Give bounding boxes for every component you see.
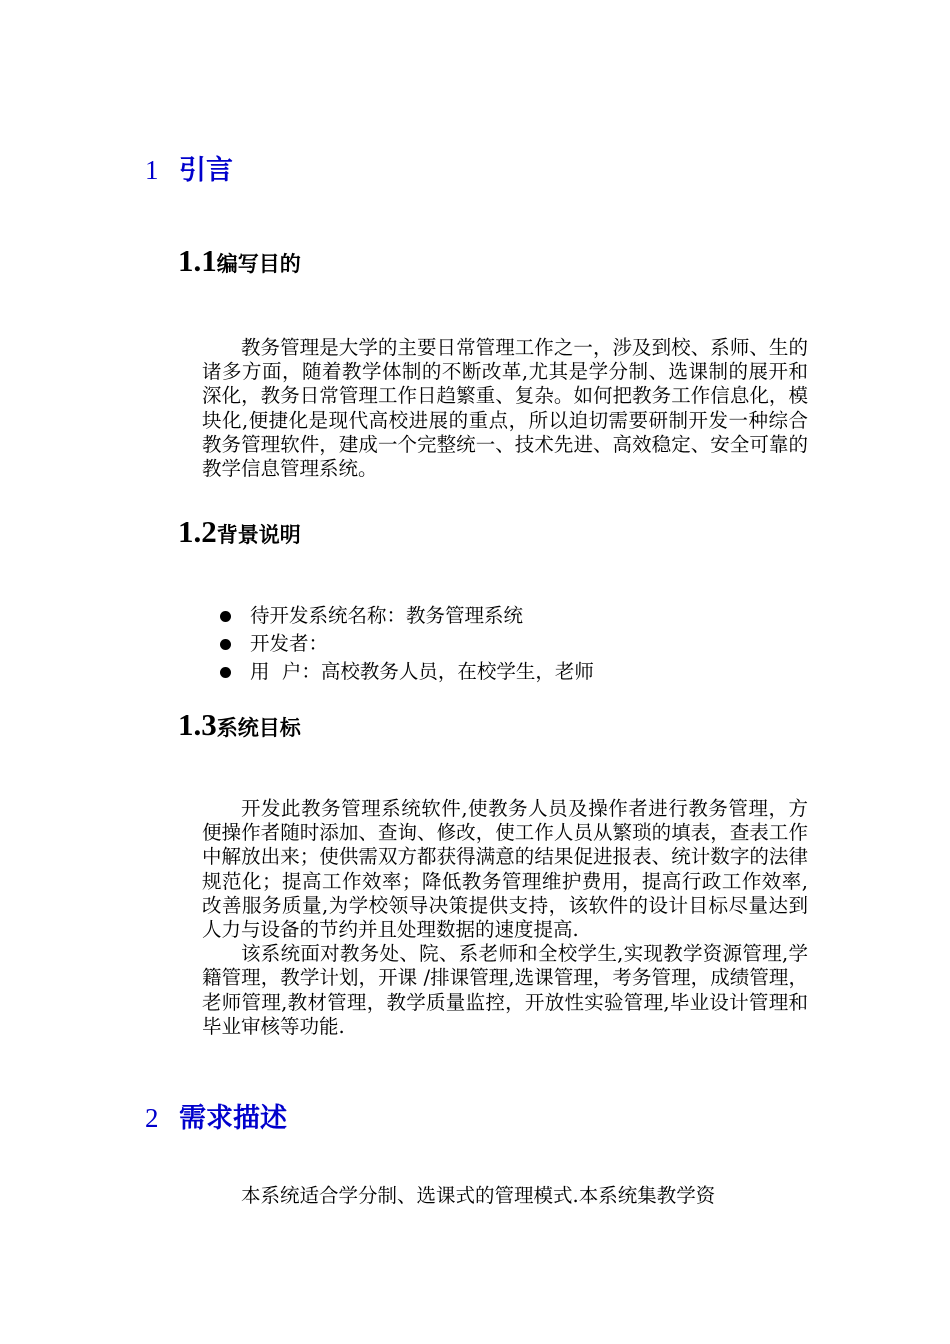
section-1-2-heading — [178, 514, 301, 550]
section-1-3-heading — [178, 707, 301, 743]
list-item-text: 开发者： — [250, 632, 329, 655]
section-number: 1.3 — [178, 707, 217, 742]
list-item-text: 用 户：高校教务人员，在校学生，老师 — [250, 660, 594, 683]
purpose-paragraph — [202, 336, 808, 481]
section-number: 1.2 — [178, 514, 217, 549]
bullet-icon — [220, 639, 231, 650]
background-list — [220, 602, 594, 686]
paragraph-text: 开发此教务管理系统软件,使教务人员及操作者进行教务管理，方便操作者随时添加、查询、修改，使工作人员从繁琐的填表，查表工作中解放出来；使供需双方都获得满意的结果促进报表、统计数字的法律规范化；提高工作效率；降低教务管理维护费用，提高行政工作效率,改善服务质量,为学校领导决策提供支持，该软件的设计目标尽量达到人力与设备的节约并且处理数据的速度提高. — [202, 797, 808, 942]
paragraph-text: 该系统面对教务处、院、系老师和全校学生,实现教学资源管理,学籍管理，教学计划，开课 /排课管理,选课管理，考务管理，成绩管理，老师管理,教材管理，教学质量监控，开放性实验管理,毕业设计管理和毕业审核等功能. — [202, 942, 808, 1038]
section-number: 2 — [145, 1103, 159, 1133]
paragraph-text: 本系统适合学分制、选课式的管理模式.本系统集教学资 — [241, 1184, 716, 1207]
section-title: 编写目的 — [216, 252, 301, 276]
bullet-icon — [220, 667, 231, 678]
section-number: 1.1 — [178, 243, 217, 278]
list-item — [220, 630, 594, 658]
section-title: 引言 — [179, 155, 233, 186]
section-title: 背景说明 — [216, 523, 301, 547]
list-item-text: 待开发系统名称：教务管理系统 — [250, 604, 524, 627]
section-title: 系统目标 — [216, 716, 301, 740]
list-item — [220, 602, 594, 630]
requirements-paragraph — [202, 1184, 808, 1208]
section-1-heading — [145, 153, 233, 188]
section-1-1-heading — [178, 243, 301, 279]
section-2-heading — [145, 1101, 287, 1136]
section-title: 需求描述 — [179, 1103, 287, 1134]
section-number: 1 — [145, 155, 159, 185]
list-item — [220, 658, 594, 686]
goals-paragraphs — [202, 797, 808, 1039]
paragraph-text: 教务管理是大学的主要日常管理工作之一，涉及到校、系师、生的诸多方面，随着教学体制的不断改革,尤其是学分制、选课制的展开和深化，教务日常管理工作日趋繁重、复杂。如何把教务工作信息化，模块化,便捷化是现代高校进展的重点，所以迫切需要研制开发一种综合教务管理软件，建成一个完整统一、技术先进、高效稳定、安全可靠的教学信息管理系统。 — [202, 336, 808, 481]
bullet-icon — [220, 611, 231, 622]
